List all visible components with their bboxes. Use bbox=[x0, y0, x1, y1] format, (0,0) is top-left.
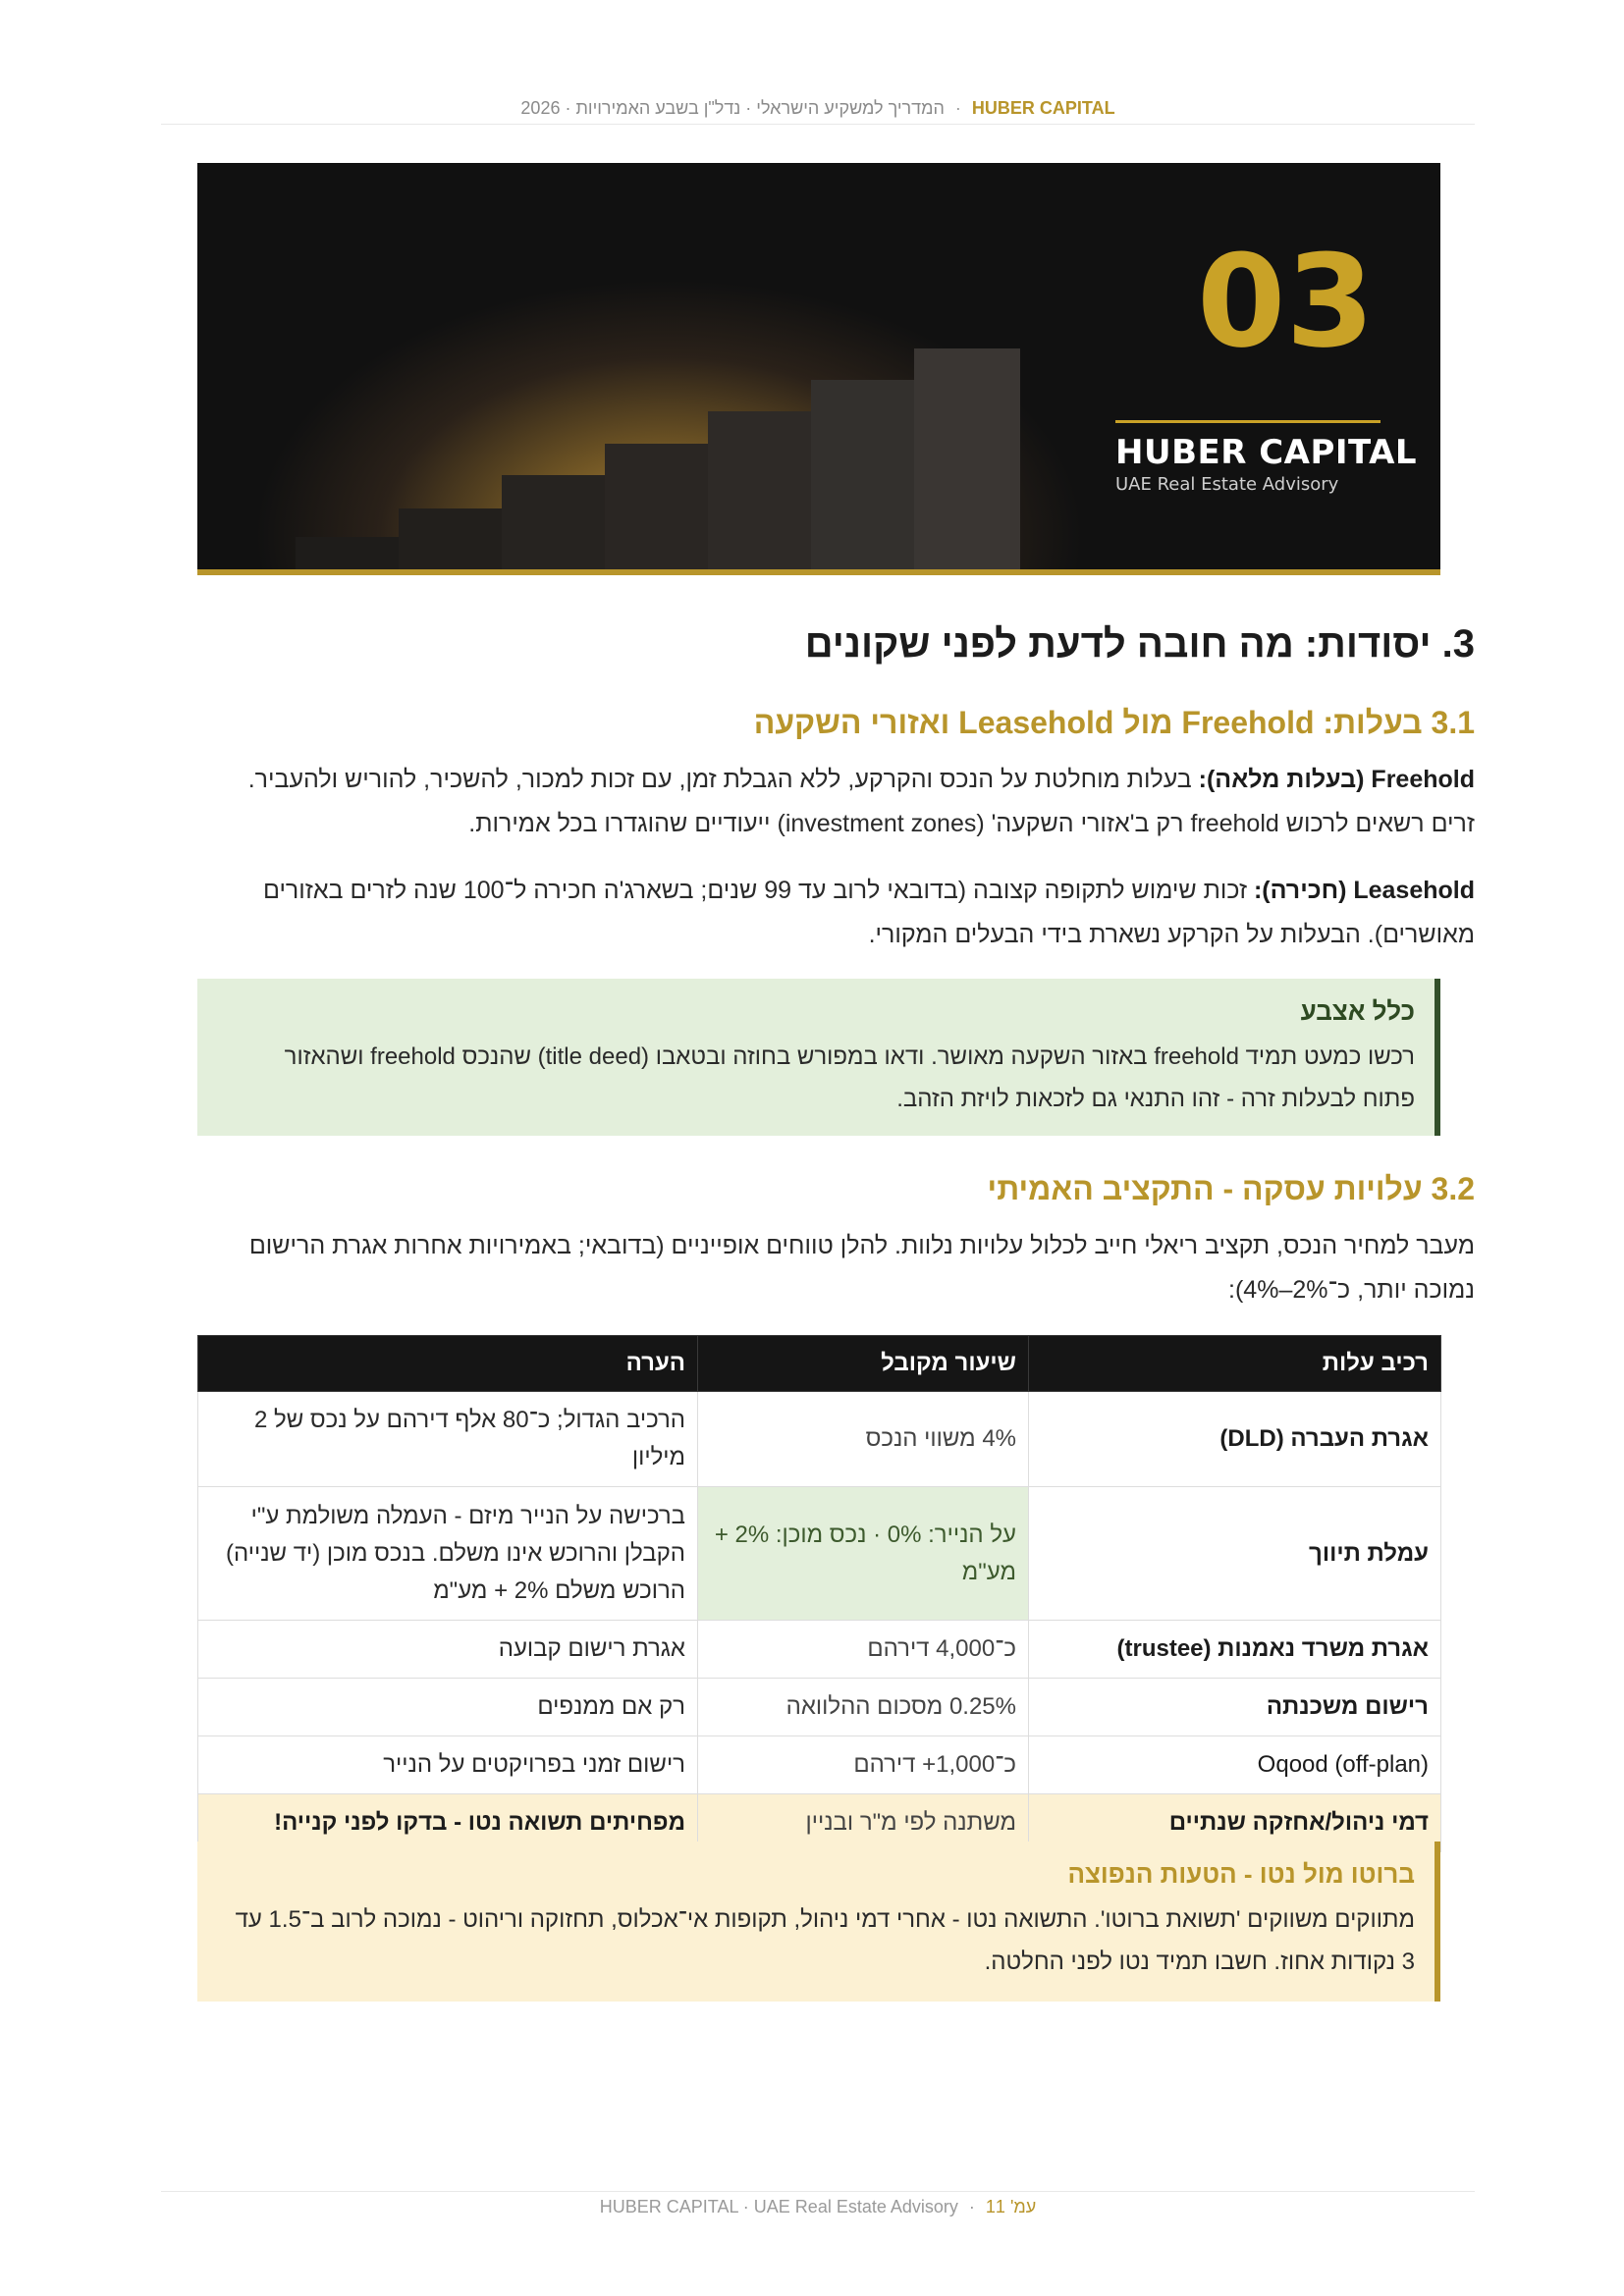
footer-text: HUBER CAPITAL · UAE Real Estate Advisory bbox=[599, 2197, 958, 2216]
cost-item-cell: Oqood (off-plan) bbox=[1029, 1736, 1441, 1794]
cost-item-cell: עמלת תיווך bbox=[1029, 1487, 1441, 1621]
page-number: עמ' 11 bbox=[985, 2197, 1037, 2216]
callout-title: ברוטו מול נטו - הטעות הנפוצה bbox=[1067, 1859, 1415, 1889]
banner-brand: HUBER CAPITAL bbox=[1115, 433, 1418, 472]
rule-of-thumb-callout bbox=[197, 979, 1440, 1136]
leasehold-paragraph bbox=[198, 869, 1475, 957]
cost-note-cell: רק אם ממנפים bbox=[198, 1679, 698, 1736]
table-row bbox=[198, 1679, 1441, 1736]
stair-step-5 bbox=[708, 411, 814, 569]
cost-note-cell: הרכיב הגדול; כ־80 אלף דירהם על נכס של 2 מיליון bbox=[198, 1392, 698, 1487]
table-header-row bbox=[198, 1336, 1441, 1392]
costs-intro-paragraph: מעבר למחיר הנכס, תקציב ריאלי חייב לכלול עלויות נלוות. להלן טווחים אופייניים (בדובאי; באמירויות אחרות אגרת הרישום נמוכה יותר, כ־2%–4%): bbox=[248, 1232, 1475, 1304]
table-row bbox=[198, 1392, 1441, 1487]
section-title: 3. יסודות: מה חובה לדעת לפני שקונים bbox=[804, 622, 1475, 666]
stair-step-2 bbox=[399, 508, 505, 569]
cost-item-cell: אגרת העברה (DLD) bbox=[1029, 1392, 1441, 1487]
column-header-item: רכיב עלות bbox=[1029, 1336, 1441, 1392]
banner-subtitle: UAE Real Estate Advisory bbox=[1115, 474, 1339, 495]
footer-divider bbox=[161, 2191, 1475, 2192]
stair-step-4 bbox=[605, 444, 711, 569]
cost-rate-cell: כ־1,000+ דירהם bbox=[698, 1736, 1029, 1794]
transaction-costs-table bbox=[197, 1335, 1441, 1852]
cost-item-cell: דמי ניהול/אחזקה שנתיים bbox=[1029, 1794, 1441, 1852]
cost-note-cell: רישום זמני בפרויקטים על הנייר bbox=[198, 1736, 698, 1794]
cost-item-cell: אגרת משרד נאמנות (trustee) bbox=[1029, 1621, 1441, 1679]
cost-note-cell: ברכישה על הנייר מיזם - העמלה משולמת ע"י הקבלן והרוכש אינו משלם. בנכס מוכן (יד שנייה) הרוכש משלם 2% + מע"מ bbox=[198, 1487, 698, 1621]
table-row bbox=[198, 1736, 1441, 1794]
gross-vs-net-callout bbox=[197, 1842, 1440, 2002]
callout-text: רכשו כמעט תמיד freehold באזור השקעה מאושר. ודאו במפורש בחוזה ובטאבו (title deed) שהנכס freehold ושהאזור פתוח לבעלות זרה - זהו התנאי גם לזכאות לויזת הזהב. bbox=[284, 1043, 1415, 1112]
column-header-rate: שיעור מקובל bbox=[698, 1336, 1029, 1392]
freehold-term: Freehold (בעלות מלאה): bbox=[1198, 766, 1475, 793]
freehold-text: בעלות מוחלטת על הנכס והקרקע, ללא הגבלת זמן, עם זכות למכור, להשכיר, להוריש ולהעביר. זרים רשאים לרכוש freehold רק ב'אזורי השקעה' (investment zones) ייעודיים שהוגדרו בכל אמירות. bbox=[247, 766, 1475, 837]
cost-rate-cell: על הנייר: 0% · נכס מוכן: 2% + מע"מ bbox=[698, 1487, 1029, 1621]
cost-note-cell: מפחיתים תשואה נטו - בדקו לפני קנייה! bbox=[198, 1794, 698, 1852]
table-row bbox=[198, 1621, 1441, 1679]
chapter-number: 03 bbox=[1197, 227, 1375, 376]
leasehold-text: זכות שימוש לתקופה קצובה (בדובאי לרוב עד 99 שנים; בשארג'ה חכירה ל־100 שנה לזרים באזורים מאושרים). הבעלות על הקרקע נשארת בידי הבעלים המקורי. bbox=[262, 877, 1475, 948]
cost-note-cell: אגרת רישום קבועה bbox=[198, 1621, 698, 1679]
cost-rate-cell: 4% משווי הנכס bbox=[698, 1392, 1029, 1487]
banner-accent-bar bbox=[197, 569, 1440, 575]
running-footer bbox=[161, 2197, 1475, 2217]
column-header-note: הערה bbox=[198, 1336, 698, 1392]
table-row bbox=[198, 1487, 1441, 1621]
leasehold-term: Leasehold (חכירה): bbox=[1253, 877, 1475, 904]
banner-divider bbox=[1115, 420, 1380, 423]
stair-step-6 bbox=[811, 380, 917, 569]
subsection-3-1-title: 3.1 בעלות: Freehold מול Leasehold ואזורי השקעה bbox=[753, 705, 1475, 740]
header-divider bbox=[161, 124, 1475, 125]
chapter-banner bbox=[197, 163, 1440, 575]
footer-separator: · bbox=[968, 2197, 975, 2216]
header-title: המדריך למשקיע הישראלי · נדל"ן בשבע האמירויות · 2026 bbox=[520, 98, 945, 118]
freehold-paragraph bbox=[198, 758, 1475, 846]
callout-title: כלל אצבע bbox=[1300, 996, 1415, 1026]
cost-item-cell: רישום משכנתה bbox=[1029, 1679, 1441, 1736]
running-header bbox=[161, 98, 1475, 119]
header-brand: HUBER CAPITAL bbox=[971, 98, 1115, 118]
cost-rate-cell: משתנה לפי מ"ר ובניין bbox=[698, 1794, 1029, 1852]
callout-text: מתווקים משווקים 'תשואת ברוטו'. התשואה נטו - אחרי דמי ניהול, תקופות אי־אכלוס, תחזוקה וריהוט - נמוכה לרוב ב־1.5 עד 3 נקודות אחוז. חשבו תמיד נטו לפני החלטה. bbox=[235, 1906, 1415, 1975]
stair-step-1 bbox=[296, 537, 402, 569]
header-separator: · bbox=[954, 98, 961, 118]
cost-rate-cell: 0.25% מסכום ההלוואה bbox=[698, 1679, 1029, 1736]
subsection-3-2-title: 3.2 עלויות עסקה - התקציב האמיתי bbox=[987, 1171, 1475, 1206]
cost-rate-cell: כ־4,000 דירהם bbox=[698, 1621, 1029, 1679]
stair-step-3 bbox=[502, 475, 608, 569]
stair-step-7 bbox=[914, 348, 1020, 569]
